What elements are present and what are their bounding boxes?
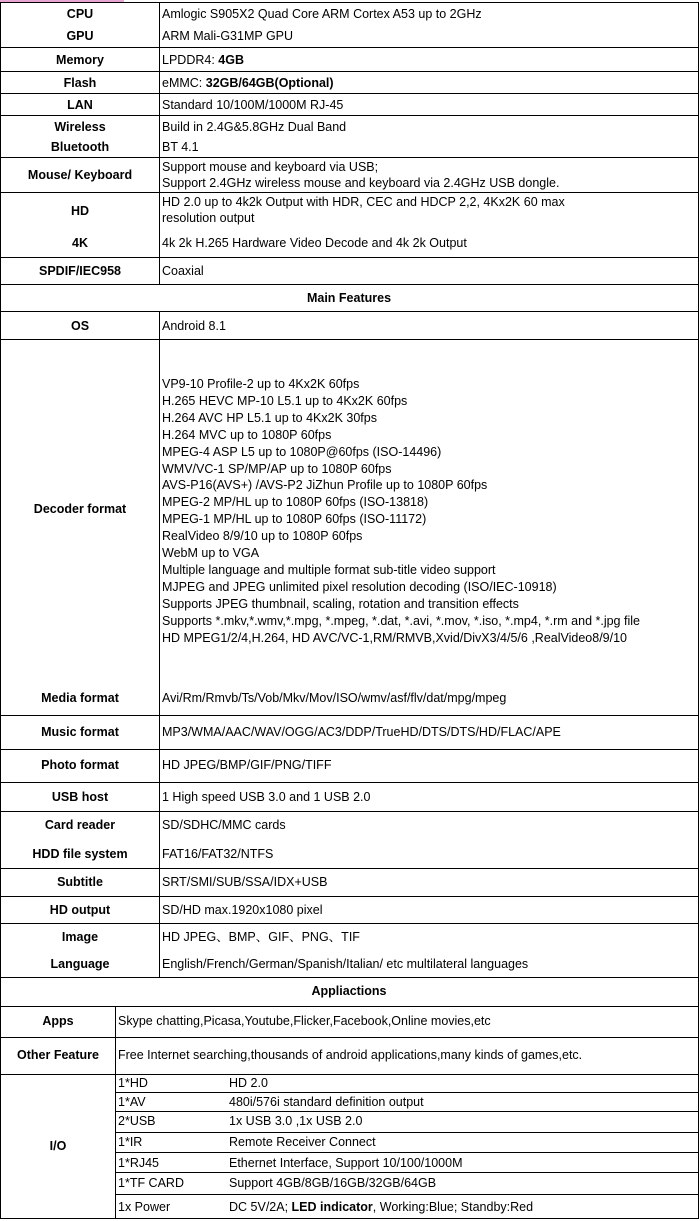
rule xyxy=(116,1194,699,1195)
gpu-label: GPU xyxy=(66,29,94,43)
decoder-format-line: H.264 MVC up to 1080P 60fps xyxy=(162,427,332,442)
rule xyxy=(0,896,699,897)
cpu-value: Amlogic S905X2 Quad Core ARM Cortex A53 up to 2GHz xyxy=(162,7,482,21)
rule xyxy=(0,868,699,869)
media-label: Media format xyxy=(41,691,119,705)
io-port-name: 2*USB xyxy=(118,1114,156,1128)
decoder-format-line: WebM up to VGA xyxy=(162,546,260,560)
io-port-desc: Ethernet Interface, Support 10/100/1000M xyxy=(229,1156,463,1170)
decoder-format-line: AVS-P16(AVS+) /AVS-P2 JiZhun Profile up to 1080P 60fps xyxy=(162,478,488,493)
rule xyxy=(0,715,699,716)
decoder-format-line: MPEG-2 MP/HL up to 1080P 60fps (ISO-13818) xyxy=(162,495,429,510)
decoder-format-line: Supports JPEG thumbnail, scaling, rotation and transition effects xyxy=(162,596,519,611)
rule xyxy=(0,157,699,158)
decoder-format-line: MPEG-4 ASP L5 up to 1080P@60fps (ISO-14496) xyxy=(162,444,442,459)
language-label: Language xyxy=(50,957,110,971)
io-power-desc xyxy=(229,1199,533,1215)
rule xyxy=(116,1152,699,1153)
rule xyxy=(116,1172,699,1173)
io-power-led: LED indicator xyxy=(291,1200,373,1214)
card-reader-value: SD/SDHC/MMC cards xyxy=(162,818,286,832)
other-feature-value: Free Internet searching,thousands of android applications,many kinds of games,etc. xyxy=(118,1048,583,1062)
rule xyxy=(159,2,160,284)
memory-label: Memory xyxy=(56,53,104,67)
io-power-status: , Working:Blue; Standby:Red xyxy=(372,1200,534,1214)
rule xyxy=(0,2,699,3)
rule xyxy=(0,782,699,783)
lan-value: Standard 10/100M/1000M RJ-45 xyxy=(162,98,344,112)
rule xyxy=(0,811,699,812)
main-features-heading: Main Features xyxy=(306,291,392,305)
io-power-port: 1x Power xyxy=(118,1200,171,1214)
decoder-format-line: HD MPEG1/2/4,H.264, HD AVC/VC-1,RM/RMVB,Xvid/DivX3/4/5/6 ,RealVideo8/9/10 xyxy=(162,630,628,645)
decoder-format-line: VP9-10 Profile-2 up to 4Kx2K 60fps xyxy=(162,377,360,391)
gpu-value: ARM Mali-G31MP GPU xyxy=(162,29,294,43)
apps-value: Skype chatting,Picasa,Youtube,Flicker,Facebook,Online movies,etc xyxy=(118,1014,491,1028)
rule xyxy=(0,977,699,978)
io-port-name: 1*AV xyxy=(118,1095,146,1109)
rule xyxy=(0,311,699,312)
usb-host-label: USB host xyxy=(51,790,109,804)
wireless-value: Build in 2.4G&5.8GHz Dual Band xyxy=(162,120,347,134)
mouse-keyboard-line-1: Support mouse and keyboard via USB; xyxy=(162,160,379,174)
memory-size: 4GB xyxy=(218,53,244,67)
4k-value: 4k 2k H.265 Hardware Video Decode and 4k 2k Output xyxy=(162,236,467,250)
hd-label: HD xyxy=(70,204,90,218)
decoder-format-line: RealVideo 8/9/10 up to 1080P 60fps xyxy=(162,529,363,544)
other-feature-label: Other Feature xyxy=(17,1048,99,1062)
io-power-spec: DC 5V/2A; xyxy=(229,1200,292,1214)
apps-label: Apps xyxy=(42,1014,74,1028)
spdif-value: Coaxial xyxy=(162,264,204,278)
io-port-desc: Remote Receiver Connect xyxy=(229,1135,376,1149)
flash-label: Flash xyxy=(63,76,97,90)
hd-line-2: resolution output xyxy=(162,211,255,225)
4k-label: 4K xyxy=(72,236,88,250)
rule xyxy=(115,1006,116,1218)
io-port-desc: HD 2.0 xyxy=(229,1076,268,1090)
photo-value: HD JPEG/BMP/GIF/PNG/TIFF xyxy=(162,758,332,772)
io-port-desc: 1x USB 3.0 ,1x USB 2.0 xyxy=(229,1114,363,1128)
decoder-format-line: Supports *.mkv,*.wmv,*.mpg, *.mpeg, *.dat, *.avi, *.mov, *.iso, *.mp4, *.rm and *.jpg file xyxy=(162,613,640,628)
decoder-format-line: MJPEG and JPEG unlimited pixel resolution decoding (ISO/IEC-10918) xyxy=(162,579,557,594)
mouse-keyboard-line-2: Support 2.4GHz wireless mouse and keyboard via 2.4GHz USB dongle. xyxy=(162,176,560,190)
bluetooth-label: Bluetooth xyxy=(50,140,110,154)
music-value: MP3/WMA/AAC/WAV/OGG/AC3/DDP/TrueHD/DTS/DTS/HD/FLAC/APE xyxy=(162,725,561,739)
decoder-format-line: MPEG-1 MP/HL up to 1080P 60fps (ISO-11172) xyxy=(162,512,427,527)
image-label: Image xyxy=(61,930,99,944)
hd-output-label: HD output xyxy=(49,903,111,917)
lan-label: LAN xyxy=(67,98,93,112)
language-value: English/French/German/Spanish/Italian/ etc multilateral languages xyxy=(162,957,529,971)
media-value: Avi/Rm/Rmvb/Ts/Vob/Mkv/Mov/ISO/wmv/asf/flv/dat/mpg/mpeg xyxy=(162,691,507,705)
hd-line-1: HD 2.0 up to 4k2k Output with HDR, CEC and HDCP 2,2, 4Kx2K 60 max xyxy=(162,195,565,209)
rule xyxy=(0,1074,699,1075)
wireless-label: Wireless xyxy=(54,120,106,134)
rule xyxy=(0,1037,699,1038)
rule xyxy=(0,257,699,258)
decoder-format-line: WMV/VC-1 SP/MP/AP up to 1080P 60fps xyxy=(162,461,392,476)
os-label: OS xyxy=(70,319,90,333)
rule xyxy=(116,1132,699,1133)
rule xyxy=(0,749,699,750)
io-port-name: 1*IR xyxy=(118,1135,143,1149)
rule xyxy=(0,192,699,193)
flash-type: eMMC: xyxy=(162,76,206,90)
music-label: Music format xyxy=(41,725,119,739)
decoder-label: Decoder format xyxy=(33,502,127,516)
io-label: I/O xyxy=(49,1139,67,1153)
rule xyxy=(116,1111,699,1112)
hdd-label: HDD file system xyxy=(32,847,128,861)
rule xyxy=(0,115,699,116)
io-port-desc: 480i/576i standard definition output xyxy=(229,1095,424,1109)
hdd-value: FAT16/FAT32/NTFS xyxy=(162,847,274,861)
photo-label: Photo format xyxy=(41,758,119,772)
spdif-label: SPDIF/IEC958 xyxy=(39,264,121,278)
memory-value xyxy=(162,52,244,68)
rule xyxy=(0,284,699,285)
rule xyxy=(116,1092,699,1093)
image-value: HD JPEG、BMP、GIF、PNG、TIF xyxy=(162,930,360,944)
rule xyxy=(0,1006,699,1007)
cpu-label: CPU xyxy=(66,7,94,21)
rule xyxy=(159,311,160,977)
memory-type: LPDDR4: xyxy=(162,53,219,67)
subtitle-label: Subtitle xyxy=(57,875,103,889)
io-port-name: 1*TF CARD xyxy=(118,1176,184,1190)
io-port-desc: Support 4GB/8GB/16GB/32GB/64GB xyxy=(229,1176,437,1190)
io-port-name: 1*HD xyxy=(118,1076,148,1090)
os-value: Android 8.1 xyxy=(162,319,226,333)
rule xyxy=(0,1218,699,1219)
bluetooth-value: BT 4.1 xyxy=(162,140,199,154)
rule xyxy=(698,2,699,1219)
rule xyxy=(0,2,1,1219)
subtitle-value: SRT/SMI/SUB/SSA/IDX+USB xyxy=(162,875,328,889)
decoder-format-line: H.265 HEVC MP-10 L5.1 up to 4Kx2K 60fps xyxy=(162,393,408,408)
rule xyxy=(0,93,699,94)
decoder-format-line: H.264 AVC HP L5.1 up to 4Kx2K 30fps xyxy=(162,410,377,425)
mouse-keyboard-label: Mouse/ Keyboard xyxy=(27,168,133,182)
io-port-name: 1*RJ45 xyxy=(118,1156,159,1170)
card-reader-label: Card reader xyxy=(44,818,116,832)
rule xyxy=(0,923,699,924)
hd-output-value: SD/HD max.1920x1080 pixel xyxy=(162,903,323,917)
flash-size: 32GB/64GB(Optional) xyxy=(205,76,334,90)
rule xyxy=(0,71,699,72)
rule xyxy=(0,339,699,340)
decoder-format-line: Multiple language and multiple format sub-title video support xyxy=(162,562,496,577)
rule xyxy=(0,47,699,48)
usb-host-value: 1 High speed USB 3.0 and 1 USB 2.0 xyxy=(162,790,371,804)
applications-heading: Appliactions xyxy=(311,984,387,998)
flash-value xyxy=(162,75,334,91)
